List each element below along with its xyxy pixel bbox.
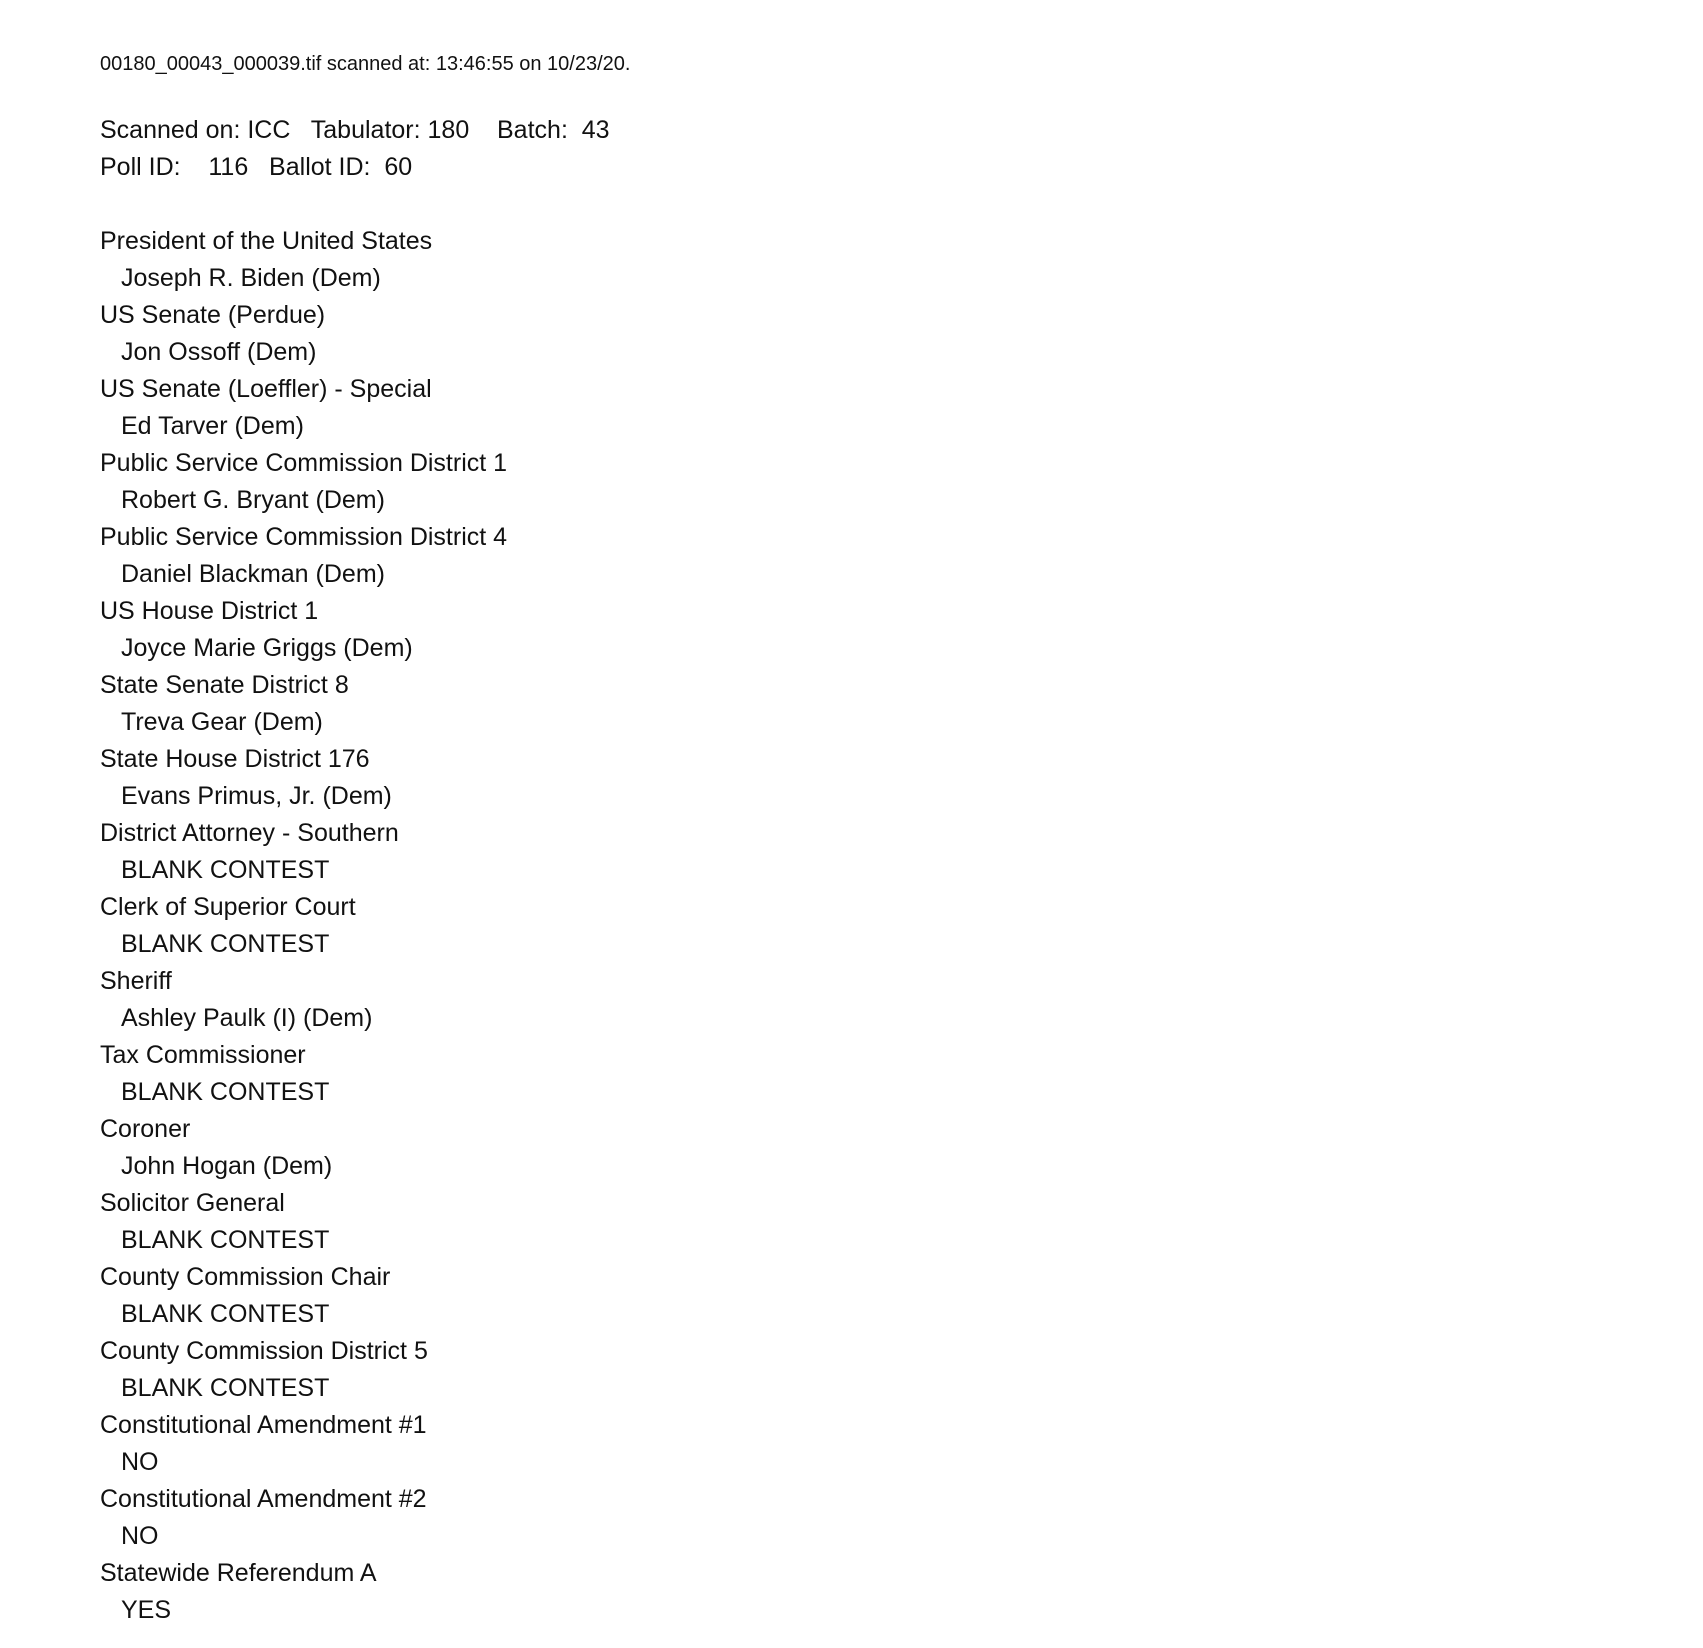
contest-title: Statewide Referendum A [100, 1559, 377, 1587]
contest-title: Solicitor General [100, 1189, 285, 1217]
contest-item [100, 223, 1640, 297]
contest-item [100, 1407, 1640, 1481]
contest-item [100, 1111, 1640, 1185]
contest-choice: BLANK CONTEST [121, 1374, 330, 1402]
contest-item [100, 1259, 1640, 1333]
ballot-meta [100, 112, 1640, 186]
scanner-info-line: Scanned on: ICC Tabulator: 180 Batch: 43 [100, 116, 610, 144]
contest-choice: Joyce Marie Griggs (Dem) [121, 634, 413, 662]
contest-item [100, 667, 1640, 741]
contest-choice: BLANK CONTEST [121, 930, 330, 958]
scan-info: 00180_00043_000039.tif scanned at: 13:46:55 on 10/23/20. [100, 53, 631, 75]
contest-choice: John Hogan (Dem) [121, 1152, 333, 1180]
contest-item [100, 1555, 1640, 1629]
poll-ballot-id-line: Poll ID: 116 Ballot ID: 60 [100, 153, 413, 181]
contest-item [100, 1333, 1640, 1407]
contest-title: State Senate District 8 [100, 671, 349, 699]
contest-title: Tax Commissioner [100, 1041, 306, 1069]
contest-list [100, 223, 1640, 1629]
contest-item [100, 519, 1640, 593]
contest-item [100, 889, 1640, 963]
ballot-record [100, 48, 1640, 1629]
contest-title: US Senate (Loeffler) - Special [100, 375, 432, 403]
contest-choice: YES [121, 1596, 172, 1624]
contest-item [100, 1481, 1640, 1555]
contest-choice: Ed Tarver (Dem) [121, 412, 304, 440]
contest-choice: NO [121, 1522, 159, 1550]
contest-choice: Treva Gear (Dem) [121, 708, 323, 736]
contest-choice: BLANK CONTEST [121, 1300, 330, 1328]
contest-choice: Evans Primus, Jr. (Dem) [121, 782, 392, 810]
contest-item [100, 593, 1640, 667]
contest-choice: BLANK CONTEST [121, 1078, 330, 1106]
contest-title: County Commission Chair [100, 1263, 391, 1291]
contest-choice: NO [121, 1448, 159, 1476]
contest-item [100, 963, 1640, 1037]
contest-title: Sheriff [100, 967, 172, 995]
contest-title: Constitutional Amendment #1 [100, 1411, 427, 1439]
contest-item [100, 815, 1640, 889]
contest-item [100, 297, 1640, 371]
contest-title: US House District 1 [100, 597, 319, 625]
contest-item [100, 445, 1640, 519]
contest-title: Public Service Commission District 1 [100, 449, 508, 477]
contest-title: President of the United States [100, 227, 433, 255]
contest-choice: Robert G. Bryant (Dem) [121, 486, 385, 514]
contest-choice: Ashley Paulk (I) (Dem) [121, 1004, 373, 1032]
contest-title: US Senate (Perdue) [100, 301, 326, 329]
contest-item [100, 741, 1640, 815]
contest-title: State House District 176 [100, 745, 370, 773]
contest-title: Public Service Commission District 4 [100, 523, 508, 551]
contest-title: Constitutional Amendment #2 [100, 1485, 427, 1513]
contest-title: County Commission District 5 [100, 1337, 428, 1365]
contest-choice: Jon Ossoff (Dem) [121, 338, 317, 366]
contest-choice: Daniel Blackman (Dem) [121, 560, 385, 588]
contest-title: Coroner [100, 1115, 191, 1143]
contest-choice: BLANK CONTEST [121, 1226, 330, 1254]
contest-item [100, 371, 1640, 445]
contest-item [100, 1185, 1640, 1259]
contest-item [100, 1037, 1640, 1111]
contest-choice: BLANK CONTEST [121, 856, 330, 884]
contest-title: Clerk of Superior Court [100, 893, 356, 921]
contest-title: District Attorney - Southern [100, 819, 399, 847]
contest-choice: Joseph R. Biden (Dem) [121, 264, 381, 292]
